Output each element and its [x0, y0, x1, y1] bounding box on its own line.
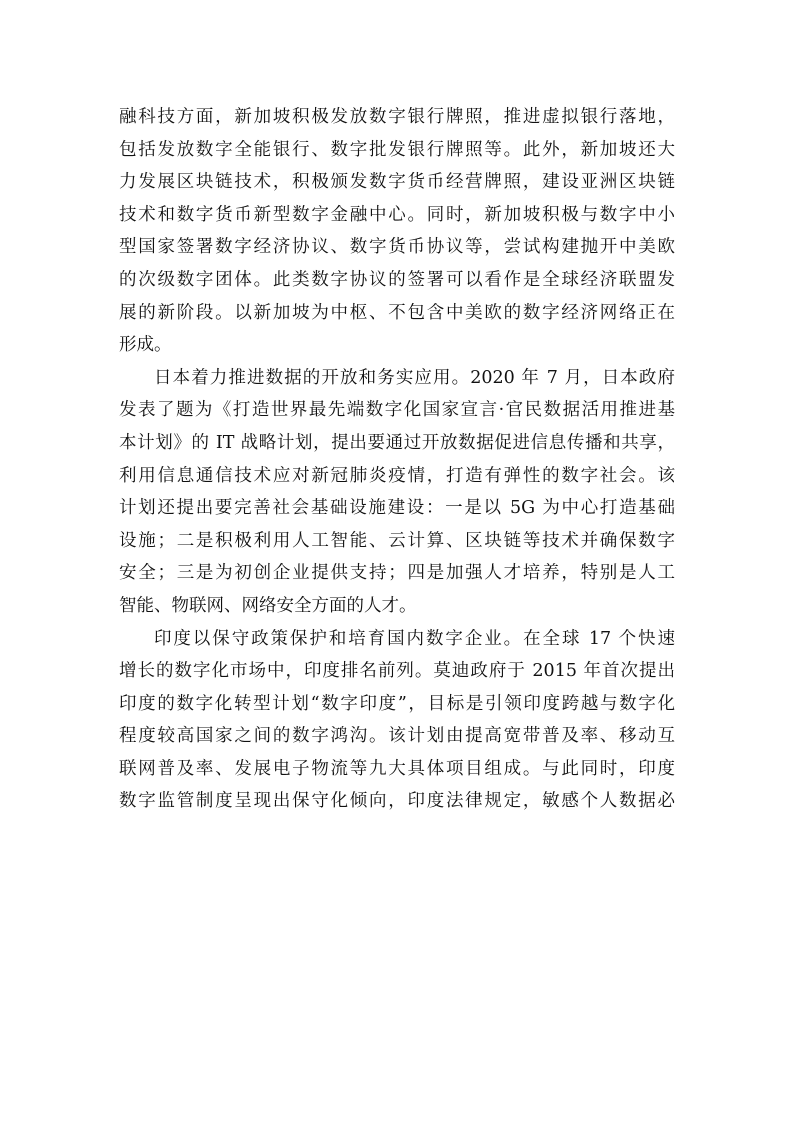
text-line: 设施；二是积极利用人工智能、云计算、区块链等技术并确保数字: [119, 530, 675, 551]
text-line: 力发展区块链技术，积极颁发数字货币经营牌照，建设亚洲区块链: [119, 172, 675, 193]
text-line: 包括发放数字全能银行、数字批发银行牌照等。此外，新加坡还大: [119, 139, 675, 160]
text-line: 展的新阶段。以新加坡为中枢、不包含中美欧的数字经济网络正在: [119, 302, 675, 323]
text-line: 形成。: [119, 335, 172, 356]
text-line: 利用信息通信技术应对新冠肺炎疫情，打造有弹性的数字社会。该: [119, 465, 675, 486]
text-line: 印度的数字化转型计划“数字印度”，目标是引领印度跨越与数字化: [119, 693, 675, 714]
text-line: 智能、物联网、网络安全方面的人才。: [119, 595, 417, 616]
text-line: 融科技方面，新加坡积极发放数字银行牌照，推进虚拟银行落地，: [119, 107, 675, 127]
text-line: 印度以保守政策保护和培育国内数字企业。在全球 17 个快速: [154, 628, 675, 649]
text-line: 发表了题为《打造世界最先端数字化国家宣言·官民数据活用推进基: [119, 400, 675, 421]
text-line: 联网普及率、发展电子物流等九大具体项目组成。与此同时，印度: [119, 758, 675, 779]
paragraph-india-policy: [119, 623, 675, 819]
text-line: 技术和数字货币新型数字金融中心。同时，新加坡积极与数字中小: [119, 204, 675, 225]
paragraph-japan-data: [119, 362, 675, 623]
text-line: 本计划》的 IT 战略计划，提出要通过开放数据促进信息传播和共享，: [119, 432, 675, 453]
text-line: 日本着力推进数据的开放和务实应用。2020 年 7 月，日本政府: [154, 367, 675, 388]
text-line: 计划还提出要完善社会基础设施建设：一是以 5G 为中心打造基础: [119, 498, 675, 519]
text-line: 数字监管制度呈现出保守化倾向，印度法律规定，敏感个人数据必: [119, 791, 675, 812]
text-line: 型国家签署数字经济协议、数字货币协议等，尝试构建抛开中美欧: [119, 237, 675, 258]
text-line: 增长的数字化市场中，印度排名前列。莫迪政府于 2015 年首次提出: [119, 661, 675, 682]
body-text: [119, 101, 675, 818]
text-line: 的次级数字团体。此类数字协议的签署可以看作是全球经济联盟发: [119, 269, 675, 290]
text-line: 程度较高国家之间的数字鸿沟。该计划由提高宽带普及率、移动互: [119, 726, 675, 747]
paragraph-singapore-fintech: [119, 101, 675, 362]
text-line: 安全；三是为初创企业提供支持；四是加强人才培养，特别是人工: [119, 563, 675, 584]
